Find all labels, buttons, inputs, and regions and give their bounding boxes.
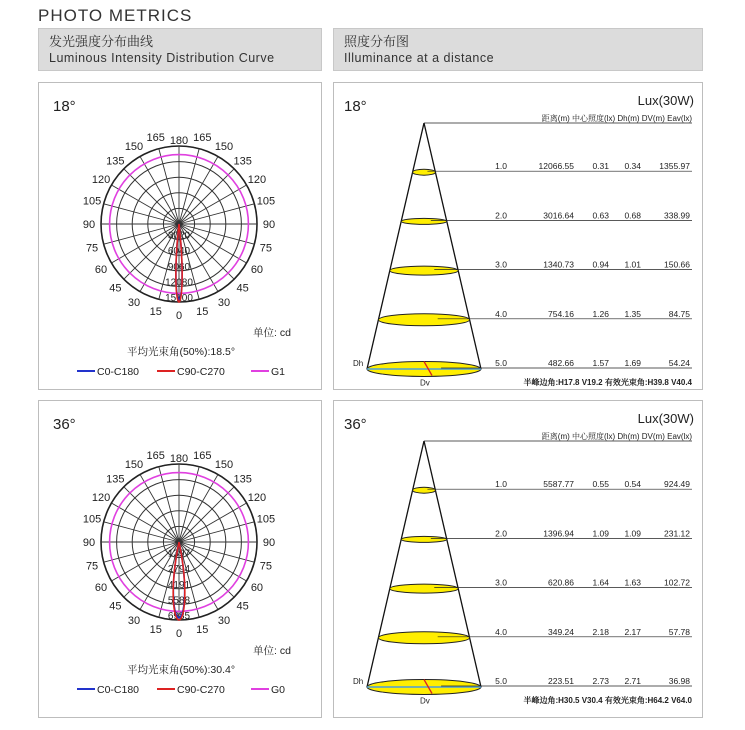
row-d: 3.0: [495, 259, 507, 270]
row-dv: 0.54: [624, 479, 641, 490]
polar-angle-label: 45: [109, 600, 122, 613]
row-e: 223.51: [548, 676, 574, 686]
polar-angle-label: 120: [247, 492, 267, 504]
polar-angle-label: 180: [169, 135, 189, 147]
cone-footer: 半峰边角:H17.8 V19.2 有效光束角:H39.8 V40.4: [523, 378, 692, 387]
row-dh: 1.64: [592, 577, 609, 588]
legend-label-3: G0: [271, 684, 286, 696]
legend-label-1: C0-C180: [97, 366, 140, 378]
polar-radial-label: 3020: [167, 230, 191, 242]
row-dv: 1.69: [624, 358, 641, 368]
polar-radial-label: 15100: [165, 293, 193, 304]
polar-angle-label: 120: [91, 174, 111, 186]
row-d: 4.0: [495, 626, 507, 637]
header-intensity-en: Luminous Intensity Distribution Curve: [49, 51, 275, 65]
polar-chart-1: [39, 83, 323, 391]
polar-angle-label: 150: [124, 459, 144, 472]
legend-label-2: C90-C270: [177, 684, 225, 696]
row-e: 349.24: [548, 626, 574, 637]
illuminance-ellipse: [413, 169, 436, 175]
row-eav: 54.24: [668, 358, 690, 368]
polar-radial-label: 1397: [167, 548, 191, 560]
row-eav: 1355.97: [659, 161, 690, 172]
polar-avg-beam-angle: 平均光束角(50%):18.5°: [126, 346, 236, 358]
illuminance-ellipse: [401, 218, 447, 224]
illuminance-ellipse: [413, 487, 436, 493]
row-dh: 0.63: [592, 210, 609, 221]
dv-label: Dv: [420, 696, 430, 706]
polar-avg-beam-angle: 平均光束角(50%):30.4°: [126, 664, 236, 676]
row-e: 1396.94: [543, 528, 574, 539]
row-dv: 2.17: [624, 626, 641, 637]
cone-chart-1: [334, 83, 704, 391]
polar-angle-label: 60: [250, 264, 264, 276]
row-eav: 102.72: [664, 577, 690, 588]
row-eav: 231.12: [664, 528, 690, 539]
cone-beam-label: 18°: [344, 98, 367, 115]
row-e: 620.86: [548, 577, 574, 588]
cone-power-label: Lux(30W): [637, 93, 694, 108]
cone-left-edge: [367, 123, 424, 369]
row-e: 1340.73: [543, 259, 574, 270]
polar-angle-label: 60: [250, 582, 264, 594]
polar-angle-label: 165: [146, 450, 165, 463]
row-dh: 0.31: [592, 161, 609, 172]
illuminance-ellipse: [390, 266, 458, 275]
polar-angle-label: 90: [262, 219, 276, 231]
polar-angle-label: 90: [82, 219, 96, 231]
row-dh: 1.26: [592, 308, 609, 319]
row-d: 2.0: [495, 210, 507, 221]
polar-angle-label: 150: [214, 141, 234, 154]
polar-angle-label: 45: [109, 282, 122, 295]
row-d: 1.0: [495, 479, 507, 490]
polar-angle-label: 135: [106, 155, 125, 168]
polar-angle-label: 165: [193, 132, 212, 145]
header-intensity-zh: 发光强度分布曲线: [49, 34, 154, 49]
polar-angle-label: 135: [233, 473, 252, 486]
polar-angle-label: 150: [214, 459, 234, 472]
polar-chart-2: [39, 401, 323, 719]
polar-angle-label: 165: [146, 132, 165, 145]
polar-angle-label: 15: [196, 305, 209, 318]
cone-panel-2: [333, 400, 703, 718]
row-e: 12066.55: [538, 161, 574, 172]
polar-angle-label: 45: [236, 600, 249, 613]
polar-panel-1: [38, 82, 322, 390]
polar-radial-label: 2794: [167, 564, 191, 576]
polar-angle-label: 120: [91, 492, 111, 504]
polar-angle-label: 90: [82, 537, 96, 549]
row-eav: 924.49: [664, 479, 690, 490]
polar-beam-label: 36°: [53, 416, 76, 433]
page-title: PHOTO METRICS: [38, 6, 193, 25]
row-dv: 1.35: [624, 308, 641, 319]
cone-right-edge: [424, 123, 481, 369]
row-dv: 0.34: [624, 161, 641, 172]
polar-angle-label: 105: [256, 513, 276, 526]
row-eav: 36.98: [668, 676, 690, 686]
row-e: 754.16: [548, 308, 574, 319]
legend-label-2: C90-C270: [177, 366, 225, 378]
row-d: 1.0: [495, 161, 507, 172]
polar-angle-label: 165: [193, 450, 212, 463]
row-e: 5587.77: [543, 479, 574, 490]
polar-angle-label: 120: [247, 174, 267, 186]
row-dh: 0.55: [592, 479, 609, 490]
row-dh: 2.73: [592, 676, 609, 686]
row-d: 4.0: [495, 308, 507, 319]
cone-panel-1: [333, 82, 703, 390]
polar-radial-label: 9060: [167, 261, 191, 273]
polar-angle-label: 30: [127, 614, 141, 627]
row-dv: 1.01: [624, 259, 641, 270]
row-eav: 84.75: [668, 308, 690, 319]
dv-label: Dv: [420, 378, 430, 388]
polar-beam-label: 18°: [53, 98, 76, 115]
cone-right-edge: [424, 441, 481, 687]
cone-footer: 半峰边角:H30.5 V30.4 有效光束角:H64.2 V64.0: [523, 696, 692, 705]
polar-angle-label: 15: [149, 623, 162, 636]
row-dh: 0.94: [592, 259, 609, 270]
row-eav: 150.66: [664, 259, 690, 270]
header-illuminance-zh: 照度分布图: [344, 34, 410, 49]
header-intensity-curve: [38, 28, 322, 71]
polar-angle-label: 45: [236, 282, 249, 295]
polar-angle-label: 75: [85, 242, 99, 255]
polar-angle-label: 60: [94, 582, 108, 594]
cone-left-edge: [367, 441, 424, 687]
illuminance-ellipse: [390, 584, 458, 593]
header-illuminance-en: Illuminance at a distance: [344, 51, 495, 65]
polar-angle-label: 15: [149, 305, 162, 318]
polar-angle-label: 75: [85, 560, 99, 573]
polar-angle-label: 30: [127, 296, 141, 309]
polar-angle-label: 90: [262, 537, 276, 549]
row-e: 3016.64: [543, 210, 574, 221]
legend-label-3: G1: [271, 366, 286, 378]
row-d: 3.0: [495, 577, 507, 588]
polar-angle-label: 135: [106, 473, 125, 486]
row-e: 482.66: [548, 358, 574, 368]
polar-radial-label: 4191: [167, 579, 191, 591]
legend-label-1: C0-C180: [97, 684, 140, 696]
row-d: 5.0: [495, 358, 507, 368]
row-eav: 338.99: [664, 210, 690, 221]
polar-unit-label: 单位: cd: [253, 327, 291, 339]
illuminance-ellipse: [378, 314, 469, 326]
dh-label: Dh: [353, 359, 364, 368]
row-eav: 57.78: [668, 626, 690, 637]
row-dv: 0.68: [624, 210, 641, 221]
row-d: 5.0: [495, 676, 507, 686]
cone-table-header: 距离(m) 中心照度(lx) Dh(m) DV(m) Eav(lx): [541, 114, 692, 123]
row-dv: 1.09: [624, 528, 641, 539]
row-d: 2.0: [495, 528, 507, 539]
polar-radial-label: 6040: [167, 246, 191, 258]
illuminance-ellipse: [401, 536, 447, 542]
polar-angle-label: 150: [124, 141, 144, 154]
row-dv: 2.71: [624, 676, 641, 686]
row-dv: 1.63: [624, 577, 641, 588]
polar-angle-label: 0: [175, 628, 183, 640]
illuminance-ellipse: [378, 632, 469, 644]
polar-angle-label: 75: [259, 560, 273, 573]
header-illuminance: [333, 28, 703, 71]
polar-angle-label: 105: [256, 195, 276, 208]
cone-power-label: Lux(30W): [637, 411, 694, 426]
polar-angle-label: 15: [196, 623, 209, 636]
polar-angle-label: 30: [217, 296, 231, 309]
row-dh: 1.09: [592, 528, 609, 539]
cone-chart-2: [334, 401, 704, 719]
row-dh: 1.57: [592, 358, 609, 368]
polar-angle-label: 30: [217, 614, 231, 627]
polar-radial-label: 12080: [165, 277, 193, 289]
polar-angle-label: 180: [169, 453, 189, 465]
polar-angle-label: 75: [259, 242, 273, 255]
dh-label: Dh: [353, 677, 364, 686]
polar-unit-label: 单位: cd: [253, 645, 291, 657]
polar-panel-2: [38, 400, 322, 718]
cone-table-header: 距离(m) 中心照度(lx) Dh(m) DV(m) Eav(lx): [541, 432, 692, 441]
polar-angle-label: 105: [82, 513, 102, 526]
polar-angle-label: 60: [94, 264, 108, 276]
polar-angle-label: 0: [175, 310, 183, 322]
polar-angle-label: 105: [82, 195, 102, 208]
polar-angle-label: 135: [233, 155, 252, 168]
polar-radial-label: 6985: [167, 611, 191, 622]
polar-radial-label: 5588: [167, 595, 191, 607]
cone-beam-label: 36°: [344, 416, 367, 433]
row-dh: 2.18: [592, 626, 609, 637]
